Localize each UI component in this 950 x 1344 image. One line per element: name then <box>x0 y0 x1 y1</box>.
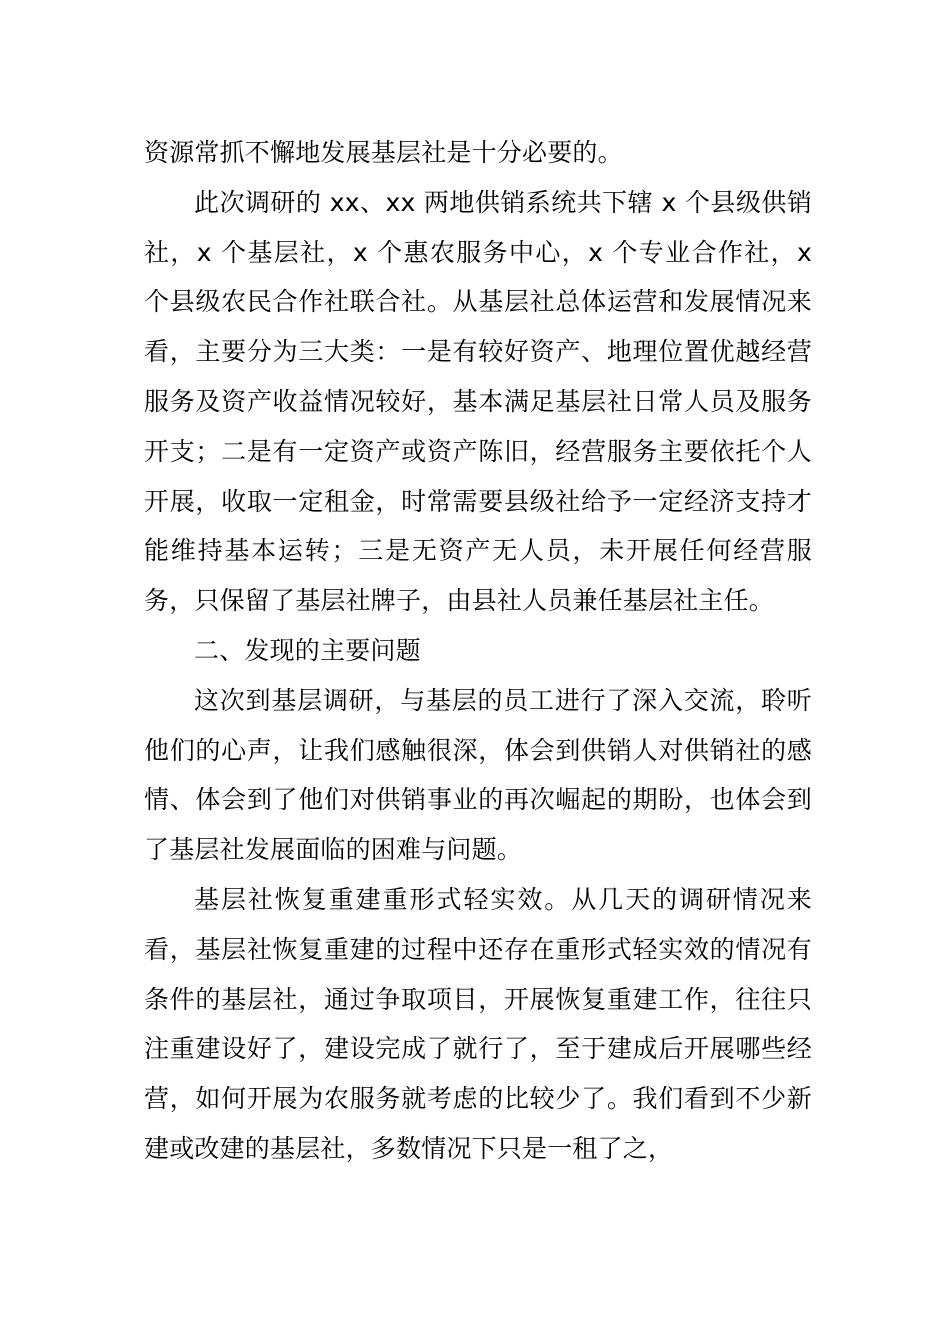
section-heading-main-problems: 二、发现的主要问题 <box>194 635 421 665</box>
document-body <box>144 128 812 1174</box>
paragraph-field-exchange: 这次到基层调研，与基层的员工进行了深入交流，聆听他们的心声，让我们感触很深，体会到供销人对供销社的感情、体会到了他们对供销事业的再次崛起的期盼，也体会到了基层社发展面临的困难与问题。 <box>144 685 812 865</box>
paragraph-form-over-substance: 基层社恢复重建重形式轻实效。从几天的调研情况来看，基层社恢复重建的过程中还存在重形式轻实效的情况有条件的基层社，通过争取项目，开展恢复重建工作，往往只注重建设好了，建设完成了就行了，至于建成后开展哪些经营，如何开展为农服务就考虑的比较少了。我们看到不少新建或改建的基层社，多数情况下只是一租了之， <box>144 884 812 1163</box>
paragraph-continuation: 资源常抓不懈地发展基层社是十分必要的。 <box>144 138 623 167</box>
paragraph-survey-overview: 此次调研的 xx、xx 两地供销系统共下辖 x 个县级供销社，x 个基层社，x 个惠农服务中心，x 个专业合作社，x 个县级农民合作社联合社。从基层社总体运营和发展情况来看，主要分为三大类：一是有较好资产、地理位置优越经营服务及资产收益情况较好，基本满足基层社日常人员及服务开支；二是有一定资产或资产陈旧，经营服务主要依托个人开展，收取一定租金，时常需要县级社给予一定经济支持才能维持基本运转；三是无资产无人员，未开展任何经营服务，只保留了基层社牌子，由县社人员兼任基层社主任。 <box>144 187 812 616</box>
